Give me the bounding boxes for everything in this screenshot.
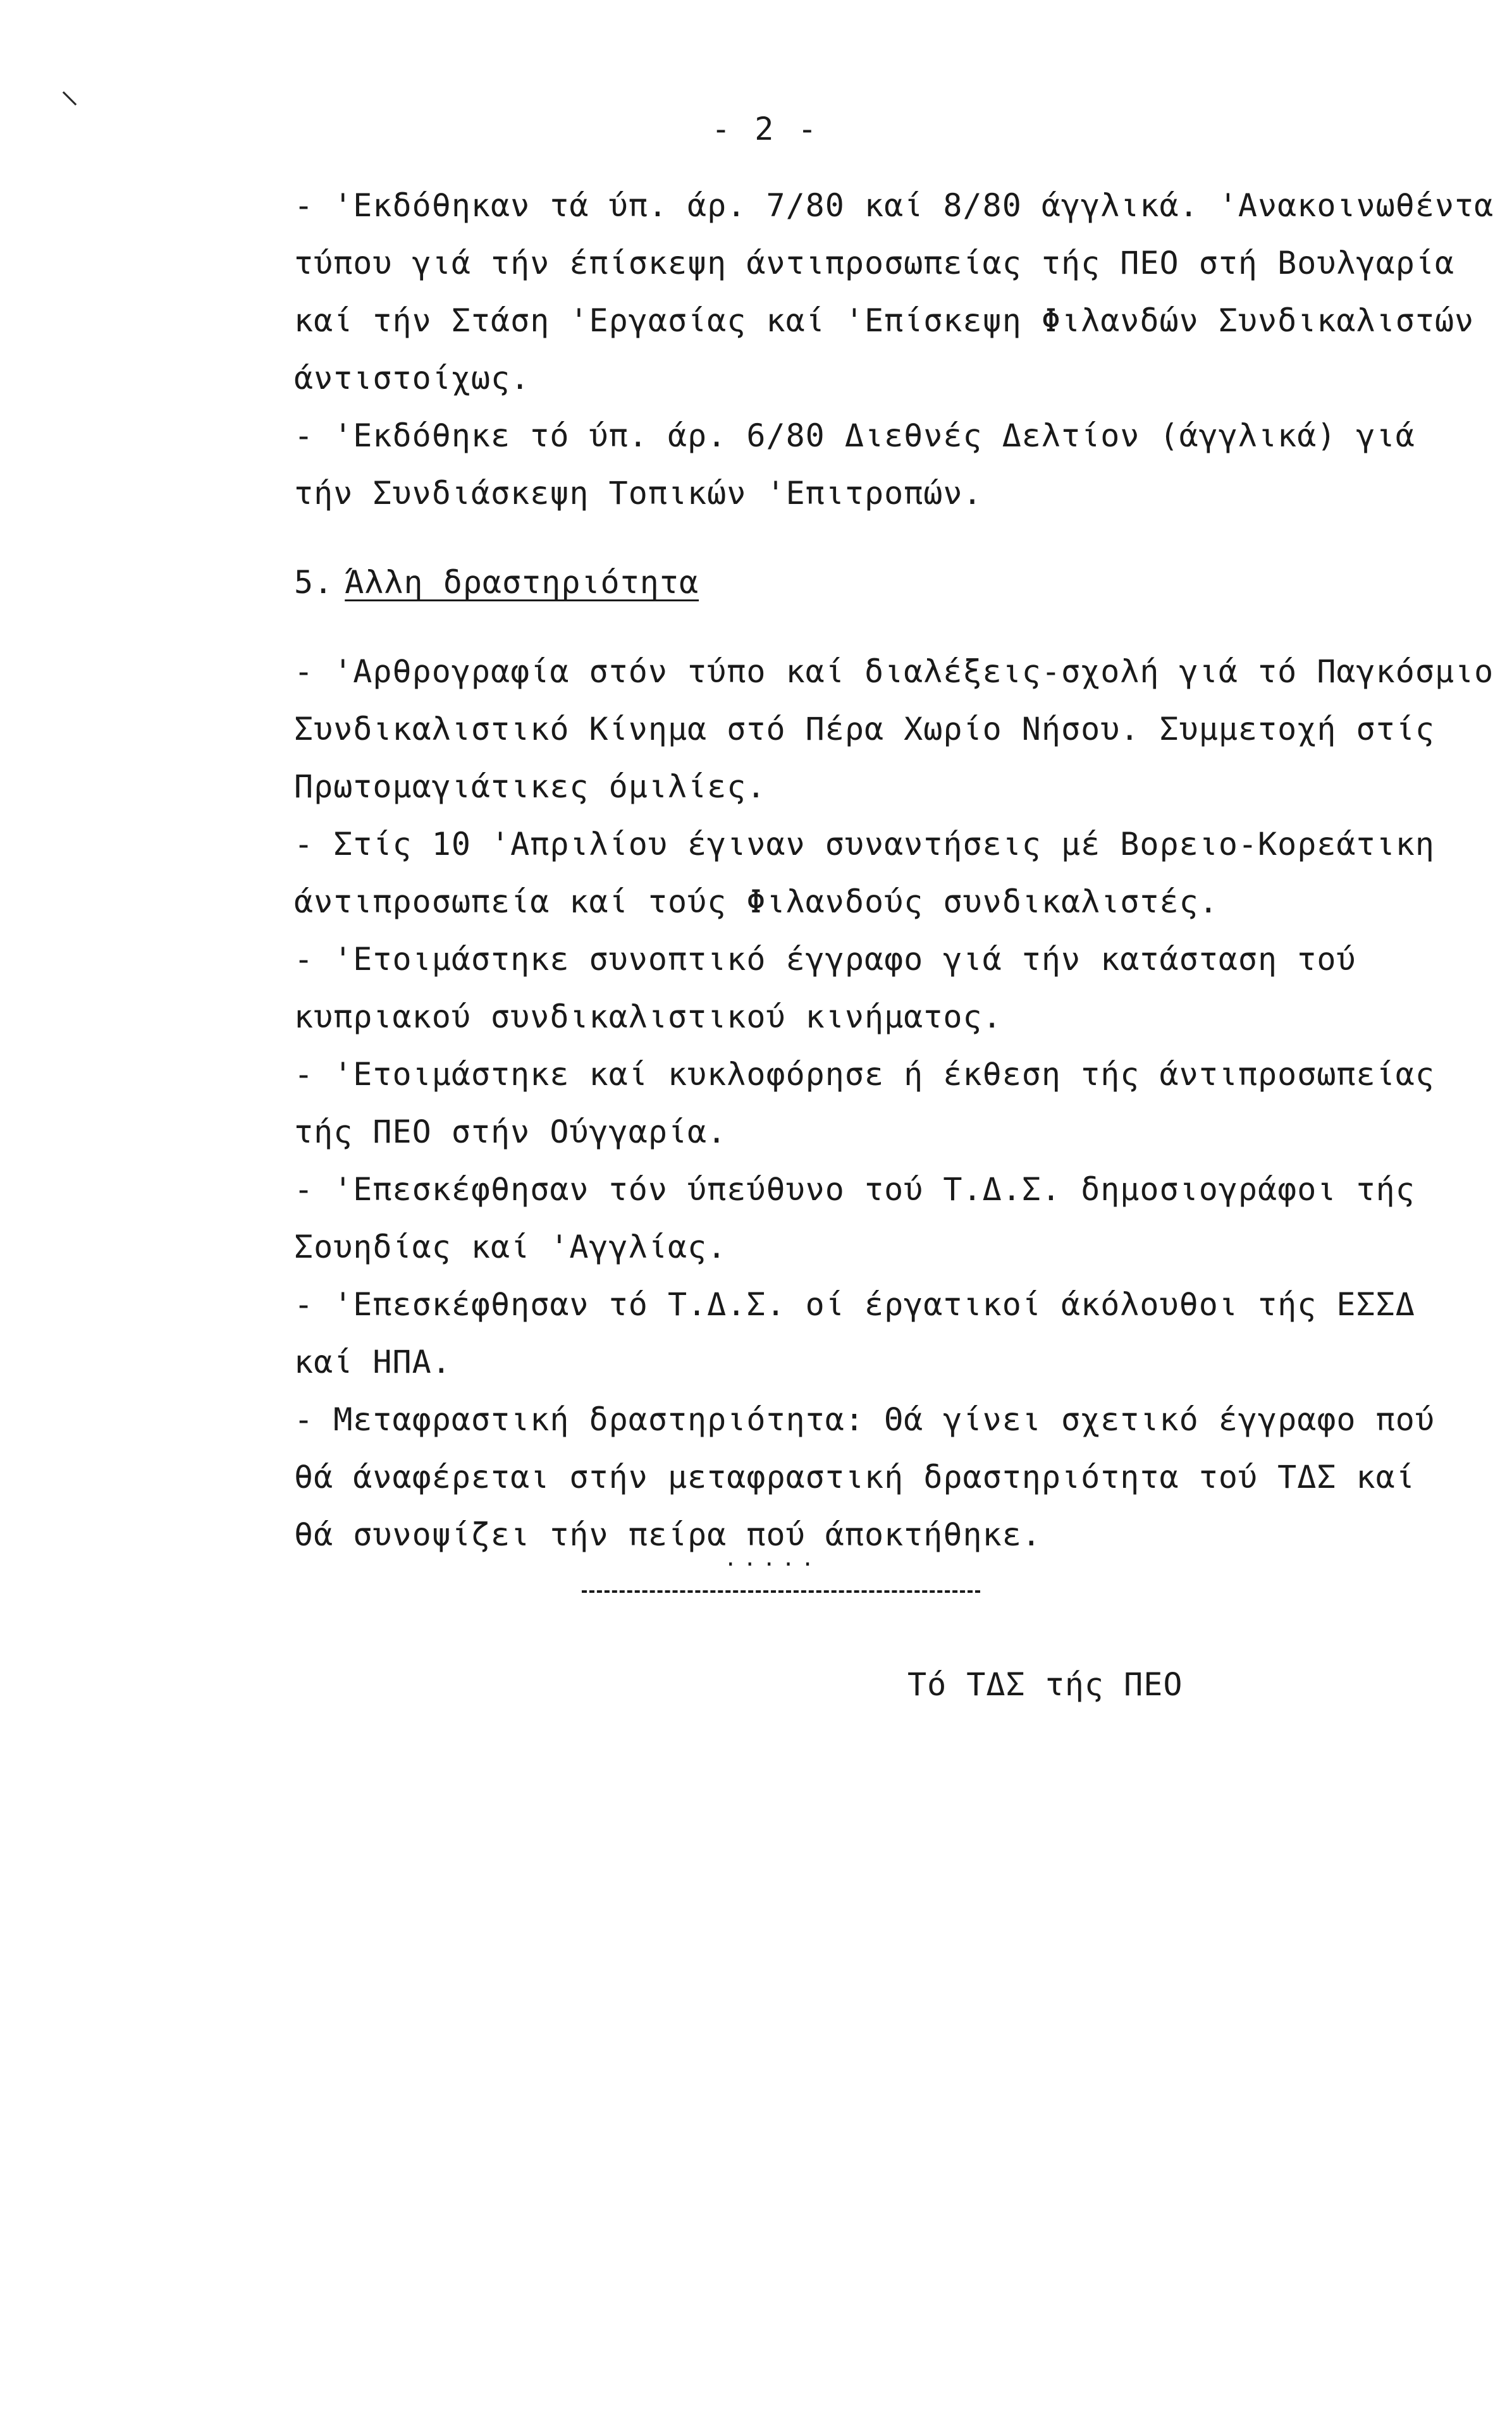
section-title: Άλλη δραστηριότητα [345, 564, 699, 601]
list-item [294, 1391, 1483, 1564]
body-text [294, 177, 1494, 1564]
text-line: άντιστοίχως. [294, 360, 531, 396]
list-item [294, 931, 1483, 1046]
text-line: - 'Ετοιμάστηκε συνοπτικό έγγραφο γιά τήν κατάσταση τού [294, 941, 1356, 978]
ellipsis-dots: ..... [724, 1546, 821, 1571]
text-line: - 'Επεσκέφθησαν τόν ύπεύθυνο τού Τ.Δ.Σ. δημοσιογράφοι τής [294, 1171, 1415, 1208]
text-line: τήν Συνδιάσκεψη Τοπικών 'Επιτροπών. [294, 475, 983, 512]
list-item [294, 1161, 1483, 1276]
text-line: - Στίς 10 'Απριλίου έγιναν συναντήσεις μέ Βορειο-Κορεάτικη [294, 826, 1435, 862]
list-item [294, 1046, 1483, 1161]
text-line: καί ΗΠΑ. [294, 1344, 452, 1380]
separator-line [582, 1590, 980, 1593]
text-line: - 'Εκδόθηκε τό ύπ. άρ. 6/80 Διεθνές Δελτίον (άγγλικά) γιά [294, 417, 1415, 454]
text-line: άντιπροσωπεία καί τούς Φιλανδούς συνδικαλιστές. [294, 883, 1219, 920]
text-line: - 'Εκδόθηκαν τά ύπ. άρ. 7/80 καί 8/80 άγγλικά. 'Ανακοινωθέντα [294, 187, 1494, 224]
text-line: - 'Ετοιμάστηκε καί κυκλοφόρησε ή έκθεση τής άντιπροσωπείας [294, 1056, 1435, 1093]
text-line: - 'Επεσκέφθησαν τό Τ.Δ.Σ. οί έργατικοί άκόλουθοι τής ΕΣΣΔ [294, 1286, 1415, 1323]
text-line: Συνδικαλιστικό Κίνημα στό Πέρα Χωρίο Νήσου. Συμμετοχή στίς [294, 711, 1435, 747]
text-line: τύπου γιά τήν έπίσκεψη άντιπροσωπείας τής ΠΕΟ στή Βουλγαρία [294, 245, 1455, 281]
text-line: Πρωτομαγιάτικες όμιλίες. [294, 768, 766, 805]
section-number: 5. [294, 564, 334, 601]
text-line: - Μεταφραστική δραστηριότητα: Θά γίνει σχετικό έγγραφο πού [294, 1401, 1435, 1438]
list-item [294, 643, 1494, 816]
text-line: θά συνοψίζει τήν πείρα πού άποκτήθηκε. [294, 1516, 1042, 1553]
text-line: θά άναφέρεται στήν μεταφραστική δραστηριότητα τού ΤΔΣ καί [294, 1459, 1415, 1495]
text-line: τής ΠΕΟ στήν Ούγγαρία. [294, 1114, 727, 1150]
paragraph [294, 177, 1494, 407]
list-item [294, 816, 1483, 931]
signature: Τό ΤΔΣ τής ΠΕΟ [907, 1666, 1183, 1703]
text-line: - 'Αρθρογραφία στόν τύπο καί διαλέξεις-σχολή γιά τό Παγκόσμιο [294, 653, 1494, 690]
paragraph [294, 407, 1483, 522]
corner-mark: ⸜ [60, 68, 79, 112]
page-number: - 2 - [711, 111, 820, 147]
section-heading [294, 554, 1483, 611]
text-line: καί τήν Στάση 'Εργασίας καί 'Επίσκεψη Φιλανδών Συνδικαλιστών [294, 302, 1475, 339]
text-line: Σουηδίας καί 'Αγγλίας. [294, 1229, 727, 1265]
text-line: κυπριακού συνδικαλιστικού κινήματος. [294, 998, 1002, 1035]
list-item [294, 1276, 1483, 1391]
